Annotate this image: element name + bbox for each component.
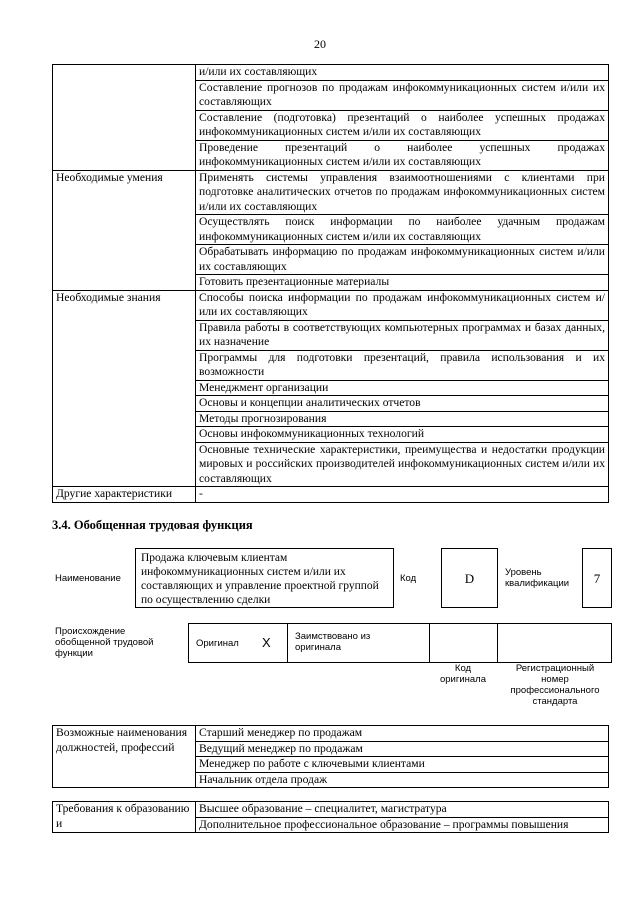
- level-value: 7: [593, 571, 601, 586]
- row-text: Основы инфокоммуникационных технологий: [196, 427, 609, 443]
- borrowed-label: Заимствовано из оригинала: [295, 631, 371, 653]
- job-title-item: Начальник отдела продаж: [196, 772, 609, 788]
- reg-number-caption: Регистрационный номер профессионального стандарта: [510, 663, 600, 707]
- original-label: Оригинал: [196, 638, 239, 649]
- education-item: Высшее образование – специалитет, магистратура: [196, 802, 609, 818]
- original-mark: X: [262, 635, 271, 650]
- orig-code-caption: Код оригинала: [439, 663, 486, 685]
- table-row: [53, 726, 609, 742]
- row-text: Составление (подготовка) презентаций о наиболее успешных продажах инфокоммуникационных систем и/или их составляющих: [196, 110, 609, 140]
- borrowed-box: [287, 623, 430, 663]
- row-label: Необходимые знания: [53, 290, 196, 487]
- reg-number-box: [497, 623, 612, 663]
- table-row: [53, 802, 609, 818]
- row-text: Обрабатывать информацию по продажам инфокоммуникационных систем и/или их составляющих: [196, 245, 609, 275]
- row-text: Составление прогнозов по продажам инфокоммуникационных систем и/или их составляющих: [196, 80, 609, 110]
- orig-code-box: [429, 623, 498, 663]
- table-row: [53, 65, 609, 81]
- original-box: [188, 623, 288, 663]
- row-text: Способы поиска информации по продажам инфокоммуникационных систем и/или их составляющих: [196, 290, 609, 320]
- name-label: Наименование: [55, 573, 121, 584]
- level-label: Уровень квалификации: [505, 567, 570, 589]
- page-number: 20: [314, 37, 326, 51]
- education-item: Дополнительное профессиональное образование – программы повышения: [196, 817, 609, 833]
- section-title: 3.4. Обобщенная трудовая функция: [52, 518, 253, 532]
- table-row: [53, 170, 609, 215]
- code-value: D: [464, 571, 475, 586]
- row-text: Проведение презентаций о наиболее успешных продажах инфокоммуникационных систем и/или их составляющих: [196, 140, 609, 170]
- table-row: [53, 487, 609, 503]
- job-title-item: Ведущий менеджер по продажам: [196, 741, 609, 757]
- table-row: [53, 290, 609, 320]
- code-label: Код: [400, 573, 417, 584]
- row-text: Готовить презентационные материалы: [196, 275, 609, 291]
- row-text: Методы прогнозирования: [196, 411, 609, 427]
- name-box: [135, 548, 394, 608]
- origin-label: Происхождение обобщенной трудовой функции: [55, 626, 154, 659]
- code-box: [441, 548, 498, 608]
- job-title-item: Старший менеджер по продажам: [196, 726, 609, 742]
- row-text: Применять системы управления взаимоотношениями с клиентами при подготовке аналитических отчетов по продажам инфокоммуникационных систем и/или их составляющих: [196, 170, 609, 215]
- row-text: Основы и концепции аналитических отчетов: [196, 396, 609, 412]
- row-text: Основные технические характеристики, преимущества и недостатки продукции мировых и российских производителей инфокоммуникационных систем и/или их составляющих: [196, 442, 609, 487]
- job-titles-label: Возможные наименования должностей, профессий: [53, 726, 196, 788]
- level-box: [582, 548, 612, 608]
- education-label: Требования к образованию и: [53, 802, 196, 833]
- row-label: [53, 65, 196, 171]
- row-text: -: [196, 487, 609, 503]
- row-text: Правила работы в соответствующих компьютерных программах и базах данных, их назначение: [196, 320, 609, 350]
- row-text: Осуществлять поиск информации по наиболее удачным продажам инфокоммуникационных систем и/или их составляющих: [196, 215, 609, 245]
- row-text: Менеджмент организации: [196, 380, 609, 396]
- row-label: Необходимые умения: [53, 170, 196, 290]
- skills-knowledge-table: [52, 64, 609, 503]
- row-text: Программы для подготовки презентаций, правила использования и их возможности: [196, 350, 609, 380]
- row-label: Другие характеристики: [53, 487, 196, 503]
- row-text: и/или их составляющих: [196, 65, 609, 81]
- job-titles-table: [52, 725, 609, 788]
- job-title-item: Менеджер по работе с ключевыми клиентами: [196, 757, 609, 773]
- education-table: [52, 801, 609, 833]
- name-value: Продажа ключевым клиентам инфокоммуникационных систем и/или их составляющих и управление проектной группой по осуществлению сделки: [141, 552, 379, 606]
